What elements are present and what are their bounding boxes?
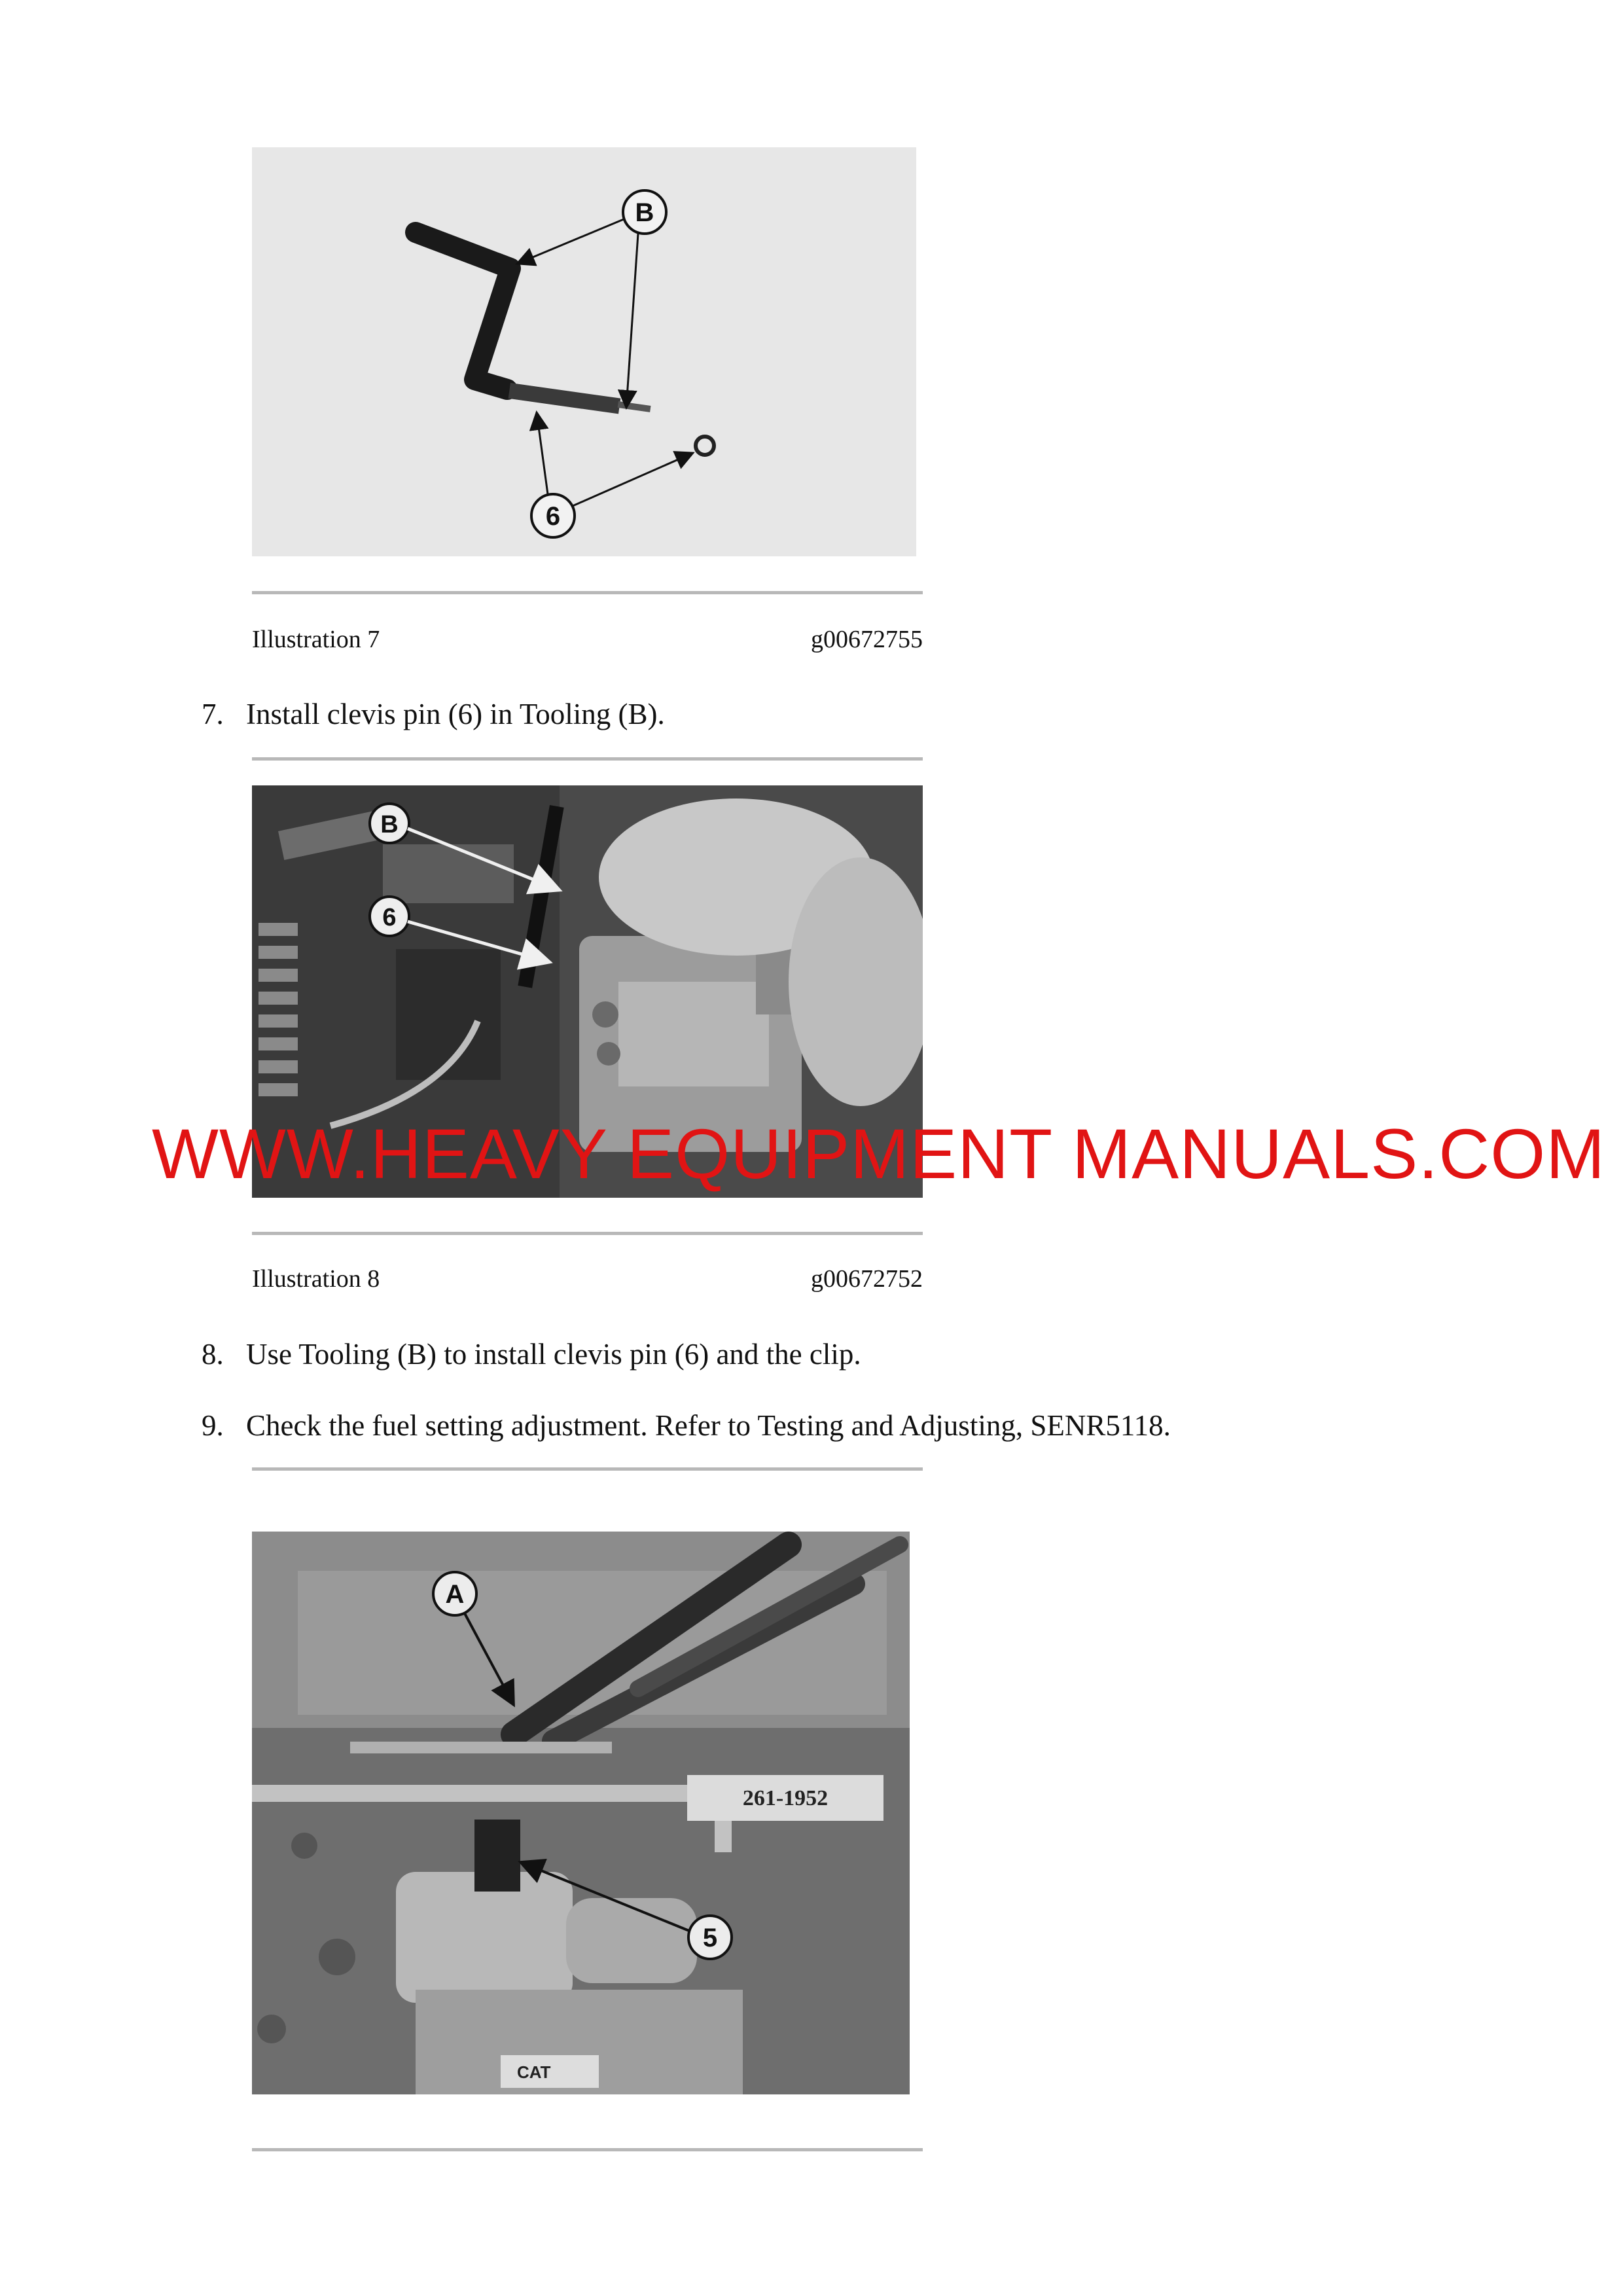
callout-6-label: 6	[545, 502, 561, 531]
illustration-label: Illustration 7	[252, 626, 380, 653]
callout-b-label: B	[635, 198, 654, 227]
step-number: 7.	[202, 698, 224, 730]
figure-top-rule	[252, 757, 923, 761]
callout-a-label: A	[445, 1580, 465, 1609]
step-9	[202, 1408, 1171, 1443]
illustration-id: g00672755	[811, 626, 923, 653]
step-text: Check the fuel setting adjustment. Refer to Testing and Adjusting, SENR5118.	[246, 1409, 1171, 1442]
illustration-7-image	[252, 147, 916, 556]
part-number-plate: 261-1952	[742, 1786, 829, 1810]
callout-5-label: 5	[702, 1924, 718, 1952]
illustration-7-caption	[252, 625, 923, 658]
fuel-pump-photo-drawing	[252, 1532, 910, 2094]
caption-top-rule	[252, 2148, 923, 2151]
illustration-id: g00672752	[811, 1265, 923, 1293]
illustration-8-caption	[252, 1265, 923, 1297]
illustration-9-image	[252, 1532, 910, 2094]
caption-top-rule	[252, 1232, 923, 1235]
step-number: 9.	[202, 1409, 224, 1442]
step-8	[202, 1337, 861, 1371]
callout-6-label: 6	[382, 904, 397, 931]
step-text: Use Tooling (B) to install clevis pin (6) and the clip.	[246, 1338, 861, 1371]
figure-top-rule	[252, 1467, 923, 1471]
cat-badge: CAT	[517, 2062, 551, 2082]
callout-b-label: B	[380, 811, 399, 838]
tooling-b-drawing	[252, 147, 916, 556]
step-7	[202, 697, 665, 731]
caption-top-rule	[252, 591, 923, 594]
step-number: 8.	[202, 1338, 224, 1371]
step-text: Install clevis pin (6) in Tooling (B).	[246, 698, 665, 730]
watermark: WWW.HEAVY EQUIPMENT MANUALS.COM	[152, 1114, 1606, 1193]
illustration-label: Illustration 8	[252, 1265, 380, 1293]
